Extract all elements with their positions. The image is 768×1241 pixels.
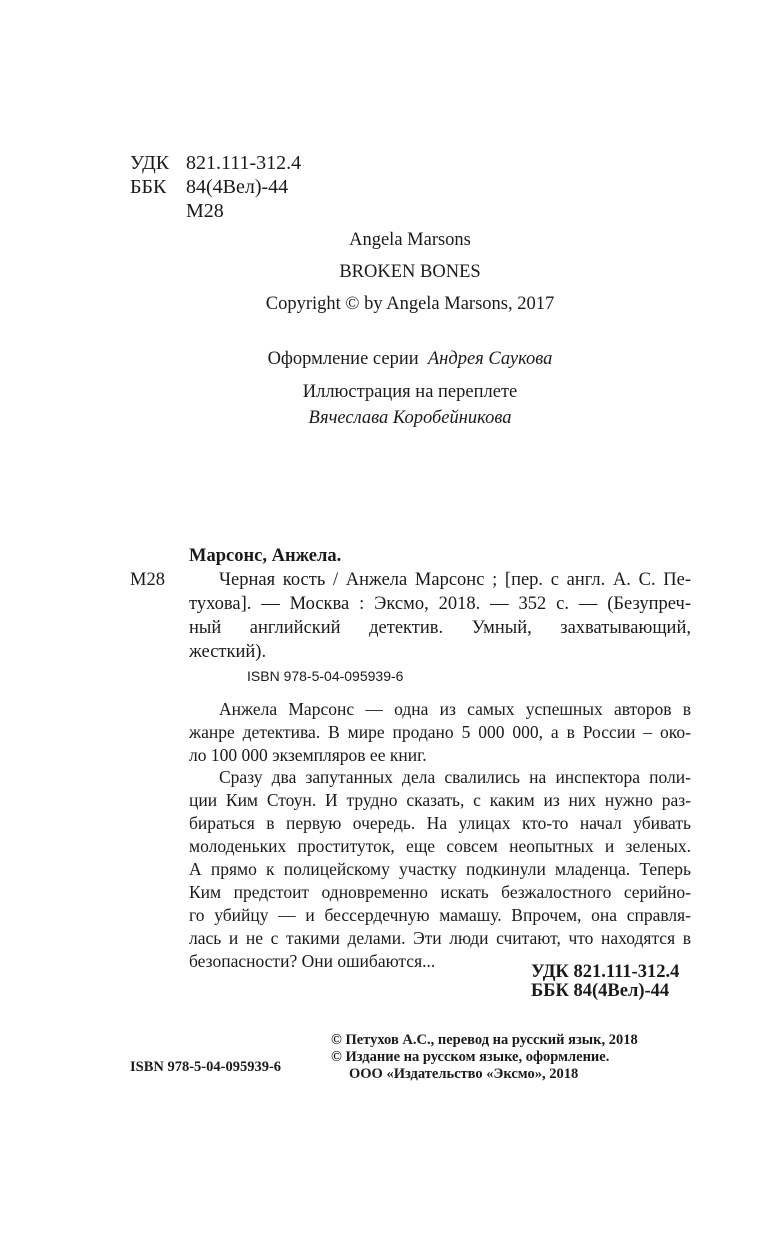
annotation-line: жанре детектива. В мире продано 5 000 000, а в России – око- [189, 722, 691, 742]
udk-label: УДК [130, 152, 170, 174]
record-line: тухова]. — Москва : Эксмо, 2018. — 352 с. — (Безупреч- [189, 594, 691, 614]
annotation-line: Ким предстоит одновременно искать безжалостного серийно- [189, 882, 691, 902]
annotation-line: молоденьких проституток, еще совсем неопытных и зеленых. [189, 836, 691, 856]
author-sign: М28 [186, 200, 224, 222]
bottom-udk: УДК 821.111-312.4 [531, 962, 680, 982]
original-copyright: Copyright © by Angela Marsons, 2017 [265, 294, 555, 314]
bottom-isbn: ISBN 978-5-04-095939-6 [130, 1059, 282, 1075]
copyright-publisher: ООО «Издательство «Эксмо», 2018 [349, 1066, 579, 1082]
original-title: BROKEN BONES [339, 262, 481, 282]
annotation-line: го убийцу — и бессердечную мамашу. Впрочем, она справля- [189, 905, 691, 925]
series-design-credit [0, 348, 768, 371]
udk-value: 821.111-312.4 [186, 152, 302, 174]
annotation-line: ло 100 000 экземпляров ее книг. [189, 745, 427, 765]
annotation-line: А прямо к полицейскому участку подкинули младенца. Теперь [189, 859, 691, 879]
series-design-name: Андрея Саукова [427, 349, 553, 369]
copyright-edition: © Издание на русском языке, оформление. [331, 1049, 610, 1065]
copyright-translation: © Петухов А.С., перевод на русский язык, 2018 [331, 1032, 638, 1048]
record-sign: М28 [130, 570, 165, 590]
annotation-line: лась и не с такими делами. Эти люди считают, что находятся в [189, 928, 691, 948]
record-line: жесткий). [189, 642, 267, 662]
record-isbn: ISBN 978-5-04-095939-6 [247, 668, 404, 684]
udk-line [130, 151, 301, 175]
illustration-name: Вячеслава Коробейникова [308, 408, 512, 428]
annotation-line: ции Ким Стоун. И трудно сказать, с каким из них нужно раз- [189, 790, 691, 810]
annotation-line: Анжела Марсонс — одна из самых успешных авторов в [219, 699, 691, 719]
bbk-line [130, 175, 288, 199]
annotation-line: бираться в первую очередь. На улицах кто-то начал убивать [189, 813, 691, 833]
illustration-label: Иллюстрация на переплете [302, 382, 518, 402]
record-heading: Марсонс, Анжела. [189, 546, 342, 566]
bottom-bbk: ББК 84(4Вел)-44 [531, 981, 670, 1001]
record-line: ный английский детектив. Умный, захватывающий, [189, 618, 691, 638]
series-design-prefix: Оформление серии [267, 349, 419, 369]
original-author: Angela Marsons [349, 230, 471, 250]
bbk-value: 84(4Вел)-44 [186, 176, 289, 198]
bbk-label: ББК [130, 176, 167, 198]
record-line: Черная кость / Анжела Марсонс ; [пер. с англ. А. С. Пе- [219, 570, 691, 590]
annotation-line: Сразу два запутанных дела свалились на инспектора поли- [219, 767, 691, 787]
annotation-line: безопасности? Они ошибаются... [189, 951, 436, 971]
